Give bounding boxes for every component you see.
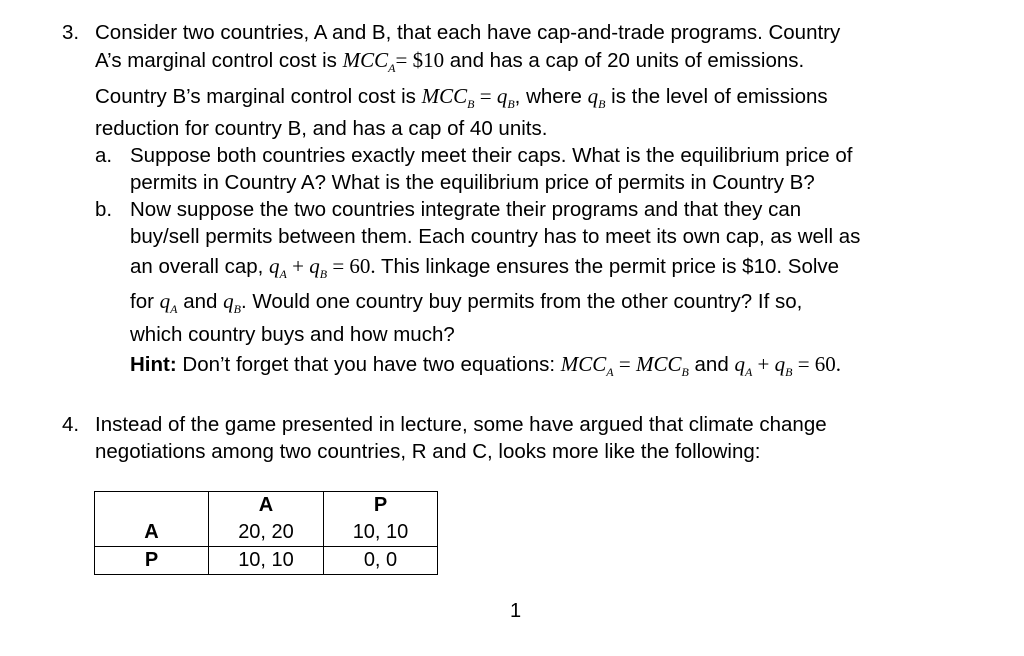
q3-line3-mid: , where (514, 85, 582, 108)
payoff-cell: 10, 10 (209, 547, 324, 575)
q3b-line4 (130, 289, 802, 314)
hint-equation-1: $MCC_A$ (560, 352, 614, 379)
q3a-label: a. (95, 144, 113, 167)
q3-line4: reduction for country B, and has a cap of 40 units. (95, 117, 548, 140)
hint-equation-2-value: = 60. (797, 352, 842, 376)
q3b-line1: Now suppose the two countries integrate their programs and that they can (130, 198, 802, 221)
hint-and: and (694, 353, 729, 376)
payoff-cell: 20, 20 (209, 519, 324, 547)
q3-number: 3. (62, 21, 80, 44)
hint-equation-2: $q_A$ (734, 352, 753, 379)
page-number: 1 (510, 600, 522, 622)
q3b-line3-pre: an overall cap, (130, 255, 264, 278)
hint-line: Hint: Don’t forget that you have two equations: $MCC_A = MCC_B$ and $q_A + q_B = 60$. (130, 352, 842, 379)
q3-line3: Country B’s marginal control cost is $MCC_B = q_B$, where $q_B$ is the level of emissions (95, 84, 828, 111)
payoff-cell: 10, 10 (324, 519, 438, 547)
qb-symbol: $q_B$ (587, 84, 606, 111)
q3b-line3: an overall cap, $q_A + q_B = 60$. This linkage ensures the permit price is $10. Solve (130, 254, 840, 281)
payoff-cell: 0, 0 (324, 547, 438, 575)
q3b-line5: which country buys and how much? (130, 323, 455, 346)
q3-line2-pre: A’s marginal control cost is (95, 49, 337, 72)
qb-symbol-2: $q_B$ (223, 289, 241, 316)
payoff-row (95, 547, 438, 575)
payoff-header-row (95, 492, 438, 520)
q4-number: 4. (62, 413, 80, 436)
q3b-line4-pre: for (130, 290, 154, 313)
q4-line1: Instead of the game presented in lecture, some have argued that climate change (95, 413, 827, 436)
qa-symbol: $q_A$ (159, 289, 178, 316)
payoff-col-header: A (209, 492, 324, 520)
q3b-line3-post: This linkage ensures the permit price is $10. Solve (381, 255, 840, 278)
payoff-row-header: P (95, 547, 209, 575)
hint-label: Hint: (130, 353, 177, 376)
overall-cap-formula: $q_A$ (269, 254, 287, 281)
payoff-row-header: A (95, 519, 209, 547)
payoff-table (94, 491, 438, 575)
payoff-corner (95, 492, 209, 520)
q3-line3-pre: Country B’s marginal control cost is (95, 85, 416, 108)
q3b-line2: buy/sell permits between them. Each country has to meet its own cap, as well as (130, 225, 861, 248)
q3-line1: Consider two countries, A and B, that each have cap-and-trade programs. Country (95, 21, 841, 44)
q4-line2: negotiations among two countries, R and C, looks more like the following: (95, 440, 761, 463)
mcc-a-value: = $10 (395, 48, 445, 72)
q3b-line4-and: and (183, 290, 218, 313)
q3-line2 (95, 48, 804, 73)
q3a-line1: Suppose both countries exactly meet their caps. What is the equilibrium price of (130, 144, 853, 167)
mcc-b-formula: $MCC_B$ (421, 84, 475, 111)
q3-line2-post: and has a cap of 20 units of emissions. (449, 49, 805, 72)
payoff-col-header: P (324, 492, 438, 520)
mcc-a-formula: $MCC_A$ (342, 48, 396, 75)
payoff-row (95, 519, 438, 547)
q3a-line2: permits in Country A? What is the equilibrium price of permits in Country B? (130, 171, 815, 194)
overall-cap-value: = 60. (332, 254, 376, 278)
q3b-label: b. (95, 198, 113, 221)
q3b-line4-post: . Would one country buy permits from the other country? If so, (240, 290, 803, 313)
hint-text: Don’t forget that you have two equations: (182, 353, 556, 376)
q3-line3-post: is the level of emissions (611, 85, 828, 108)
